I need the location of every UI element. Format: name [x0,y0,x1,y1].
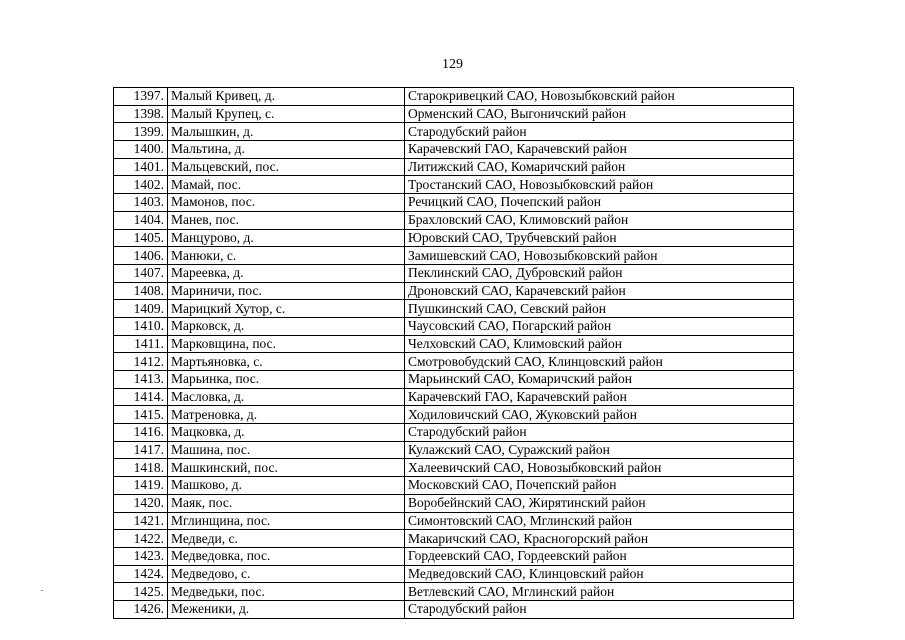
district-name: Карачевский ГАО, Карачевский район [405,388,794,406]
row-number: 1423. [114,547,168,565]
table-row [114,247,794,265]
table-row [114,194,794,212]
settlement-name: Мальцевский, пос. [168,158,405,176]
settlement-name: Маяк, пос. [168,494,405,512]
district-name: Стародубский район [405,600,794,618]
row-number: 1398. [114,105,168,123]
settlement-name: Малый Крупец, с. [168,105,405,123]
row-number: 1417. [114,441,168,459]
settlement-name: Мглинщина, пос. [168,512,405,530]
row-number: 1416. [114,424,168,442]
row-number: 1402. [114,176,168,194]
district-name: Чаусовский САО, Погарский район [405,317,794,335]
settlement-name: Медведовка, пос. [168,547,405,565]
table-row [114,459,794,477]
district-name: Карачевский ГАО, Карачевский район [405,141,794,159]
row-number: 1419. [114,477,168,495]
settlements-table-body [114,88,794,619]
district-name: Гордеевский САО, Гордеевский район [405,547,794,565]
table-row [114,158,794,176]
row-number: 1397. [114,88,168,106]
row-number: 1400. [114,141,168,159]
table-row [114,530,794,548]
row-number: 1404. [114,211,168,229]
row-number: 1399. [114,123,168,141]
table-row [114,406,794,424]
district-name: Макаричский САО, Красногорский район [405,530,794,548]
district-name: Халеевичский САО, Новозыбковский район [405,459,794,477]
row-number: 1411. [114,335,168,353]
table-row [114,424,794,442]
row-number: 1424. [114,565,168,583]
table-row [114,264,794,282]
settlement-name: Медведи, с. [168,530,405,548]
settlement-name: Марицкий Хутор, с. [168,300,405,318]
row-number: 1405. [114,229,168,247]
settlement-name: Машина, пос. [168,441,405,459]
district-name: Тростанский САО, Новозыбковский район [405,176,794,194]
settlement-name: Манцурово, д. [168,229,405,247]
row-number: 1408. [114,282,168,300]
district-name: Орменский САО, Выгоничский район [405,105,794,123]
table-row [114,105,794,123]
settlement-name: Масловка, д. [168,388,405,406]
row-number: 1413. [114,371,168,389]
row-number: 1425. [114,583,168,601]
district-name: Пушкинский САО, Севский район [405,300,794,318]
table-row [114,317,794,335]
table-row [114,335,794,353]
row-number: 1426. [114,600,168,618]
settlement-name: Манев, пос. [168,211,405,229]
settlement-name: Мамонов, пос. [168,194,405,212]
district-name: Московский САО, Почепский район [405,477,794,495]
settlement-name: Матреновка, д. [168,406,405,424]
table-row [114,494,794,512]
table-row [114,600,794,618]
row-number: 1406. [114,247,168,265]
district-name: Воробейнский САО, Жирятинский район [405,494,794,512]
row-number: 1403. [114,194,168,212]
table-row [114,211,794,229]
district-name: Брахловский САО, Климовский район [405,211,794,229]
page-number: 129 [442,57,463,72]
row-number: 1418. [114,459,168,477]
table-row [114,300,794,318]
table-row [114,353,794,371]
table-row [114,282,794,300]
table-row [114,547,794,565]
settlement-name: Манюки, с. [168,247,405,265]
settlement-name: Медведьки, пос. [168,583,405,601]
settlement-name: Мальтина, д. [168,141,405,159]
row-number: 1415. [114,406,168,424]
district-name: Старокривецкий САО, Новозыбковский район [405,88,794,106]
settlement-name: Малый Кривец, д. [168,88,405,106]
table-row [114,512,794,530]
row-number: 1407. [114,264,168,282]
table-row [114,123,794,141]
settlement-name: Машково, д. [168,477,405,495]
settlement-name: Марьинка, пос. [168,371,405,389]
settlement-name: Мареевка, д. [168,264,405,282]
district-name: Кулажский САО, Суражский район [405,441,794,459]
row-number: 1420. [114,494,168,512]
table-row [114,441,794,459]
row-number: 1422. [114,530,168,548]
table-row [114,229,794,247]
settlement-name: Марковщина, пос. [168,335,405,353]
row-number: 1410. [114,317,168,335]
district-name: Ходиловичский САО, Жуковский район [405,406,794,424]
table-row [114,583,794,601]
district-name: Замишевский САО, Новозыбковский район [405,247,794,265]
district-name: Юровский САО, Трубчевский район [405,229,794,247]
settlements-table [113,87,794,619]
district-name: Литижский САО, Комаричский район [405,158,794,176]
table-row [114,388,794,406]
district-name: Дроновский САО, Карачевский район [405,282,794,300]
table-row [114,88,794,106]
district-name: Стародубский район [405,123,794,141]
settlement-name: Малышкин, д. [168,123,405,141]
row-number: 1401. [114,158,168,176]
settlement-name: Мацковка, д. [168,424,405,442]
settlement-name: Меженики, д. [168,600,405,618]
district-name: Симонтовский САО, Мглинский район [405,512,794,530]
district-name: Медведовский САО, Клинцовский район [405,565,794,583]
district-name: Стародубский район [405,424,794,442]
row-number: 1414. [114,388,168,406]
settlement-name: Мартьяновка, с. [168,353,405,371]
settlement-name: Медведово, с. [168,565,405,583]
table-row [114,477,794,495]
district-name: Челховский САО, Климовский район [405,335,794,353]
district-name: Пеклинский САО, Дубровский район [405,264,794,282]
table-row [114,371,794,389]
row-number: 1421. [114,512,168,530]
settlement-name: Машкинский, пос. [168,459,405,477]
settlement-name: Марковск, д. [168,317,405,335]
district-name: Смотровобудский САО, Клинцовский район [405,353,794,371]
row-number: 1409. [114,300,168,318]
row-number: 1412. [114,353,168,371]
district-name: Речицкий САО, Почепский район [405,194,794,212]
settlement-name: Мариничи, пос. [168,282,405,300]
margin-mark [41,590,43,591]
district-name: Марьинский САО, Комаричский район [405,371,794,389]
table-row [114,141,794,159]
table-row [114,176,794,194]
settlement-name: Мамай, пос. [168,176,405,194]
table-row [114,565,794,583]
district-name: Ветлевский САО, Мглинский район [405,583,794,601]
